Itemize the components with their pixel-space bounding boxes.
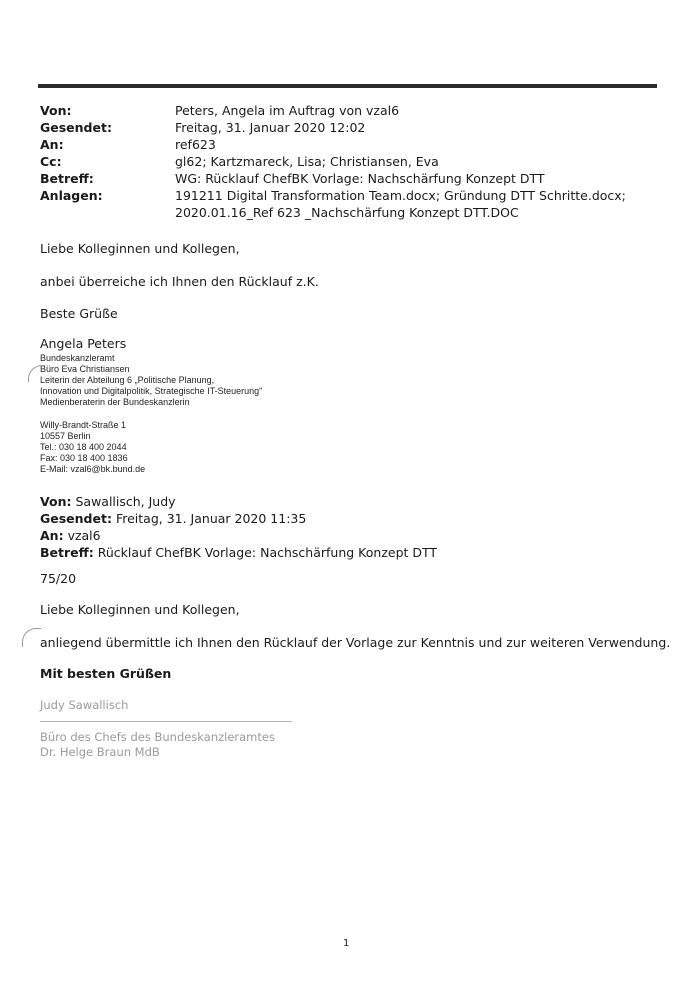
forwarded-closing: Mit besten Grüßen — [40, 666, 172, 681]
forwarded-greeting: Liebe Kolleginnen und Kollegen, — [40, 602, 240, 617]
header-rule — [38, 84, 657, 88]
forwarded-key: Von: — [40, 494, 72, 509]
forwarded-row-to — [40, 527, 437, 544]
header-value: WG: Rücklauf ChefBK Vorlage: Nachschärfung Konzept DTT — [175, 171, 545, 186]
signature-name: Angela Peters — [40, 336, 127, 351]
header-key: Anlagen: — [40, 188, 103, 203]
signature-block — [40, 353, 262, 408]
forwarded-value: vzal6 — [67, 528, 101, 543]
forwarded-value: Sawallisch, Judy — [75, 494, 176, 509]
header-key: An: — [40, 137, 64, 152]
signature-line: Innovation und Digitalpolitik, Strategische IT-Steuerung" — [40, 386, 263, 396]
header-value: gl62; Kartzmareck, Lisa; Christiansen, Eva — [175, 154, 439, 169]
closing: Beste Grüße — [40, 306, 118, 321]
office-line-1: Büro des Chefs des Bundeskanzleramtes — [40, 730, 275, 744]
forwarded-key: An: — [40, 528, 64, 543]
header-key: Betreff: — [40, 171, 94, 186]
scan-punch-mark — [22, 628, 41, 647]
signature-separator — [40, 721, 292, 722]
header-key: Cc: — [40, 154, 62, 169]
page-number: 1 — [343, 938, 350, 949]
signature-line: Medienberaterin der Bundeskanzlerin — [40, 397, 190, 407]
address-line: Tel.: 030 18 400 2044 — [40, 442, 127, 452]
attachment-list: 191211 Digital Transformation Team.docx; Gründung DTT Schritte.docx; 2020.01.16_Ref 623 _Nachschärfung Konzept DTT.DOC — [175, 188, 626, 220]
body-text: anbei überreiche ich Ihnen den Rücklauf z.K. — [40, 274, 319, 289]
forwarded-value: Freitag, 31. Januar 2020 11:35 — [115, 511, 307, 526]
greeting: Liebe Kolleginnen und Kollegen, — [40, 241, 240, 256]
forwarded-key: Gesendet: — [40, 511, 112, 526]
forwarded-body-text: anliegend übermittle ich Ihnen den Rücklauf der Vorlage zur Kenntnis und zur weiteren Verwendung. — [40, 635, 671, 650]
signature-line: Bundeskanzleramt — [40, 353, 115, 363]
header-value: Freitag, 31. Januar 2020 12:02 — [175, 120, 366, 135]
forwarded-key: Betreff: — [40, 545, 94, 560]
signature-line: Büro Eva Christiansen — [40, 364, 130, 374]
scan-punch-mark — [28, 365, 45, 382]
header-key: Gesendet: — [40, 120, 112, 135]
forwarded-row-subject — [40, 544, 437, 561]
header-value: Peters, Angela im Auftrag von vzal6 — [175, 103, 400, 118]
address-line: 10557 Berlin — [40, 431, 91, 441]
header-value: ref623 — [175, 137, 216, 152]
forwarded-row-sent — [40, 510, 437, 527]
address-line: E-Mail: vzal6@bk.bund.de — [40, 464, 146, 474]
forwarded-value: Rücklauf ChefBK Vorlage: Nachschärfung Konzept DTT — [97, 545, 438, 560]
forwarded-row-from — [40, 493, 437, 510]
address-line: Willy-Brandt-Straße 1 — [40, 420, 127, 430]
signature-line: Leiterin der Abteilung 6 „Politische Planung, — [40, 375, 215, 385]
forwarded-header — [40, 493, 437, 561]
sender-name: Judy Sawallisch — [40, 698, 129, 712]
header-key: Von: — [40, 103, 72, 118]
office-line-2: Dr. Helge Braun MdB — [40, 745, 160, 759]
reference-number: 75/20 — [40, 571, 77, 586]
address-line: Fax: 030 18 400 1836 — [40, 453, 128, 463]
signature-address — [40, 420, 145, 475]
